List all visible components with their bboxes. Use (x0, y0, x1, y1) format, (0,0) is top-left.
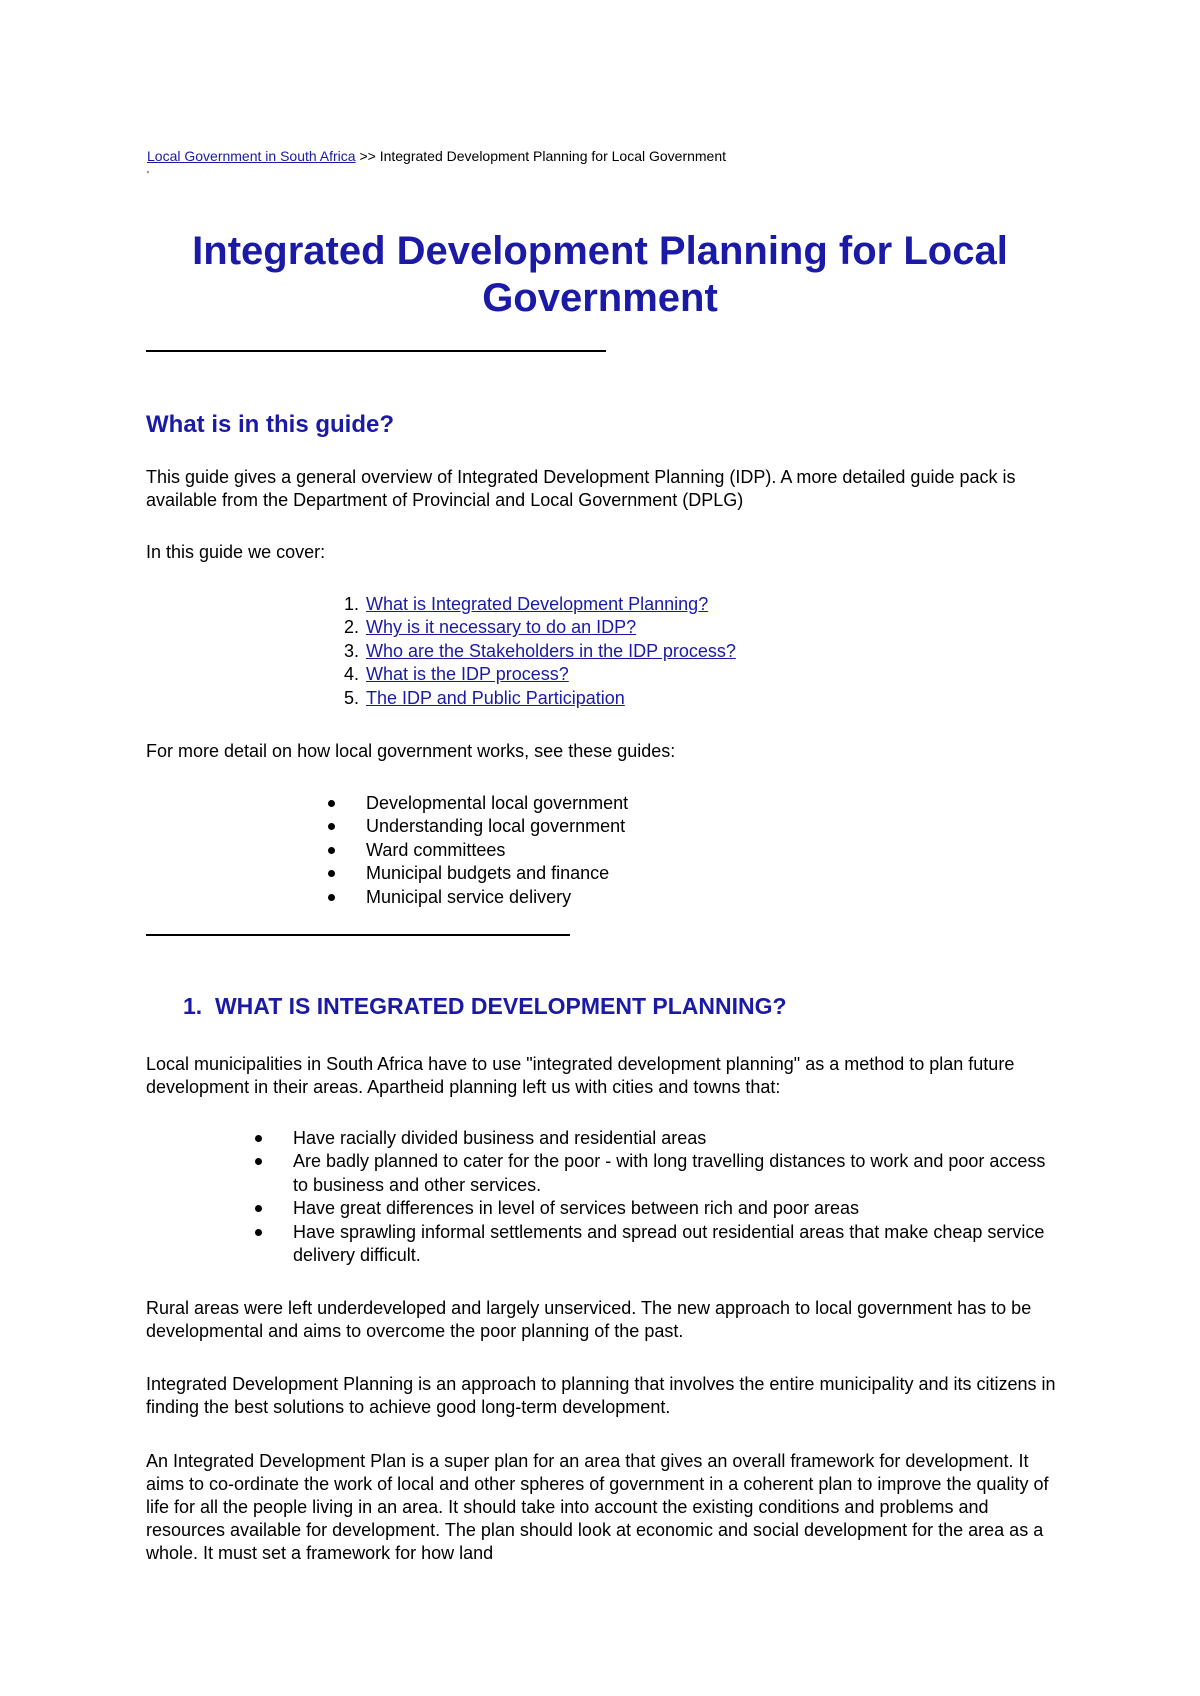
bullet-icon (255, 1229, 262, 1236)
bullet-icon (328, 847, 335, 854)
guides-label: For more detail on how local government works, see these guides: (146, 741, 676, 761)
bullet-icon (255, 1135, 262, 1142)
divider-top (146, 350, 606, 352)
breadcrumb (147, 148, 726, 164)
apartheid-item: Have racially divided business and residential areas (293, 1127, 1063, 1150)
bullet-icon (255, 1158, 262, 1165)
bullet-icon (328, 800, 335, 807)
bullet-icon (328, 823, 335, 830)
guide-heading: What is in this guide? (146, 411, 394, 438)
section1-paragraph-3: Integrated Development Planning is an approach to planning that involves the entire municipality and its citizens in finding the best solutions to achieve good long-term development. (146, 1374, 1056, 1417)
guide-intro: This guide gives a general overview of Integrated Development Planning (IDP). A more detailed guide pack is available from the Department of Provincial and Local Government (DPLG) (146, 467, 1016, 510)
bullet-icon (328, 894, 335, 901)
apartheid-item: Have sprawling informal settlements and spread out residential areas that make cheap service delivery difficult. (293, 1221, 1063, 1268)
section1-paragraph-1: Local municipalities in South Africa have to use "integrated development planning" as a method to plan future development in their areas. Apartheid planning left us with cities and towns that: (146, 1054, 1015, 1097)
topic-link[interactable]: What is the IDP process? (366, 664, 569, 685)
section1-heading (183, 993, 787, 1020)
section1-paragraph-4: An Integrated Development Plan is a super plan for an area that gives an overall framework for development. It aims to co-ordinate the work of local and other spheres of government in a coherent plan to improve the quality of life for all the people living in an area. It should take into account the existing conditions and problems and resources available for development. The plan should look at economic and social development for the area as a whole. It must set a framework for how land (146, 1451, 1049, 1563)
section1-title: WHAT IS INTEGRATED DEVELOPMENT PLANNING? (214, 993, 787, 1019)
topic-item: 3. Who are the Stakeholders in the IDP process? (343, 640, 736, 661)
guides-list (366, 792, 628, 909)
section1-paragraph-2: Rural areas were left underdeveloped and largely unserviced. The new approach to local government has to be developmental and aims to overcome the poor planning of the past. (146, 1298, 1032, 1341)
divider-bottom (146, 934, 570, 936)
apartheid-list (293, 1127, 1063, 1267)
guide-item: Understanding local government (366, 815, 628, 838)
topics-list (343, 593, 736, 710)
topic-item: 4. What is the IDP process? (343, 664, 569, 685)
page-title: Integrated Development Planning for Local Government (192, 229, 1008, 320)
topic-link[interactable]: What is Integrated Development Planning? (366, 594, 709, 614)
guide-item: Municipal service delivery (366, 886, 628, 909)
apartheid-item: Are badly planned to cater for the poor - with long travelling distances to work and poor access to business and other services. (293, 1150, 1063, 1197)
breadcrumb-separator: >> (359, 148, 376, 164)
topic-link[interactable]: Why is it necessary to do an IDP? (366, 617, 637, 638)
bullet-icon (255, 1205, 262, 1212)
apartheid-item: Have great differences in level of services between rich and poor areas (293, 1197, 1063, 1220)
breadcrumb-mark: ' (147, 170, 149, 181)
guide-cover-label: In this guide we cover: (146, 542, 326, 562)
topic-item: 2. Why is it necessary to do an IDP? (343, 617, 637, 638)
guide-item: Developmental local government (366, 792, 628, 815)
section1-number: 1. (183, 993, 203, 1019)
topic-item: 5. The IDP and Public Participation (343, 687, 625, 708)
breadcrumb-link[interactable]: Local Government in South Africa (147, 148, 356, 164)
topic-item: 1. What is Integrated Development Planning? (343, 594, 709, 614)
topic-link[interactable]: The IDP and Public Participation (366, 687, 625, 708)
breadcrumb-current: Integrated Development Planning for Local Government (379, 148, 727, 164)
bullet-icon (328, 870, 335, 877)
topic-link[interactable]: Who are the Stakeholders in the IDP process? (366, 640, 736, 661)
guide-item: Ward committees (366, 839, 628, 862)
guide-item: Municipal budgets and finance (366, 862, 628, 885)
